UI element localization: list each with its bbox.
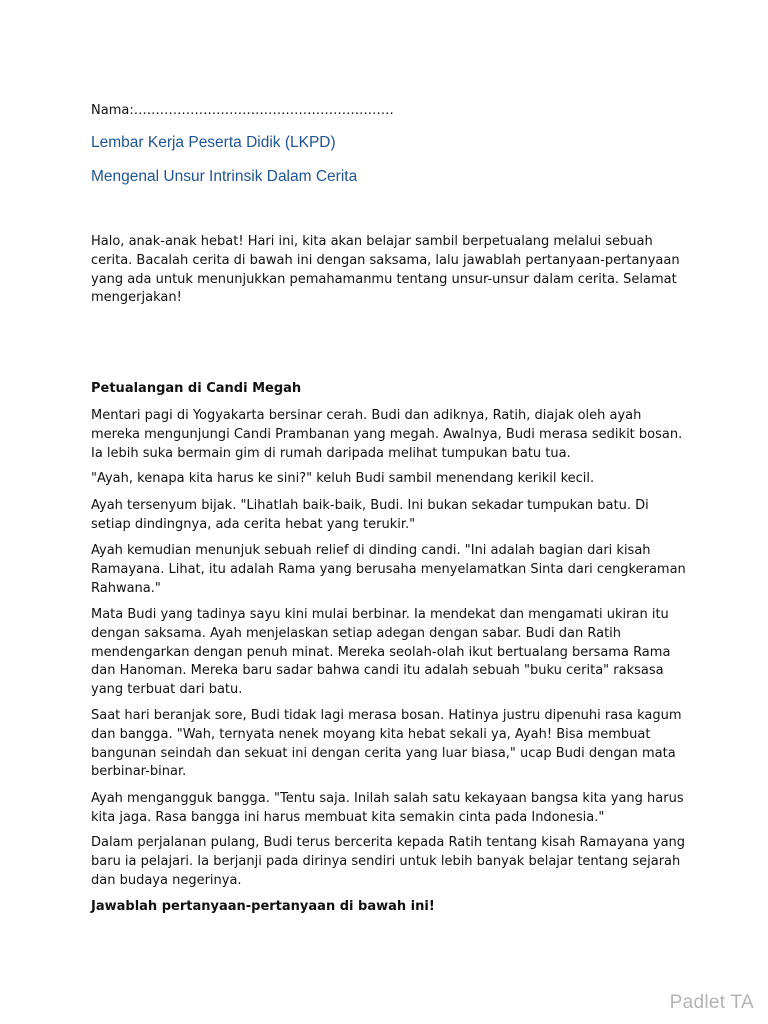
document-subtitle: Mengenal Unsur Intrinsik Dalam Cerita bbox=[91, 168, 358, 185]
question-instruction: Jawablah pertanyaan-pertanyaan di bawah ini! bbox=[91, 899, 435, 914]
story-paragraph: "Ayah, kenapa kita harus ke sini?" keluh Budi sambil menendang kerikil kecil. bbox=[91, 471, 595, 486]
story-paragraph: Ayah tersenyum bijak. "Lihatlah baik-baik, Budi. Ini bukan sekadar tumpukan batu. Di setiap dindingnya, ada cerita hebat yang terukir." bbox=[91, 498, 649, 532]
story-paragraph: Mata Budi yang tadinya sayu kini mulai berbinar. Ia mendekat dan mengamati ukiran itu dengan saksama. Ayah menjelaskan setiap adegan dengan sabar. Budi dan Ratih mendengarkan dengan penuh minat. Mereka seolah-olah ikut bertualang bersama Rama dan Hanoman. Mereka baru sadar bahwa candi itu adalah sebuah "buku cerita" raksasa yang terbuat dari batu. bbox=[91, 607, 671, 698]
story-paragraph: Ayah mengangguk bangga. "Tentu saja. Inilah salah satu kekayaan bangsa kita yang harus kita jaga. Rasa bangga ini harus membuat kita semakin cinta pada Indonesia." bbox=[91, 791, 684, 825]
story-paragraph: Mentari pagi di Yogyakarta bersinar cerah. Budi dan adiknya, Ratih, diajak oleh ayah mereka mengunjungi Candi Prambanan yang megah. Awalnya, Budi merasa sedikit bosan. Ia lebih suka bermain gim di rumah daripada melihat tumpukan batu tua. bbox=[91, 408, 683, 461]
story-paragraph: Ayah kemudian menunjuk sebuah relief di dinding candi. "Ini adalah bagian dari kisah Ramayana. Lihat, itu adalah Rama yang berusaha menyelamatkan Sinta dari cengkeraman Rahwana." bbox=[91, 543, 686, 596]
padlet-watermark: Padlet TA bbox=[669, 992, 754, 1013]
intro-paragraph: Halo, anak-anak hebat! Hari ini, kita akan belajar sambil berpetualang melalui sebuah cerita. Bacalah cerita di bawah ini dengan saksama, lalu jawablah pertanyaan-pertanyaan yang ada untuk menunjukkan pemahamanmu tentang unsur-unsur dalam cerita. Selamat mengerjakan! bbox=[91, 234, 680, 306]
name-field-label: Nama:…………………………………………………… bbox=[91, 103, 394, 118]
story-paragraph: Saat hari beranjak sore, Budi tidak lagi merasa bosan. Hatinya justru dipenuhi rasa kagum dan bangga. "Wah, ternyata nenek moyang kita hebat sekali ya, Ayah! Bisa membuat bangunan seindah dan sekuat ini dengan cerita yang luar biasa," ucap Budi dengan mata berbinar-binar. bbox=[91, 708, 682, 780]
story-paragraph: Dalam perjalanan pulang, Budi terus bercerita kepada Ratih tentang kisah Ramayana yang baru ia pelajari. Ia berjanji pada dirinya sendiri untuk lebih banyak belajar tentang sejarah dan budaya negerinya. bbox=[91, 835, 686, 888]
story-title: Petualangan di Candi Megah bbox=[91, 381, 302, 396]
document-title: Lembar Kerja Peserta Didik (LKPD) bbox=[91, 134, 336, 151]
